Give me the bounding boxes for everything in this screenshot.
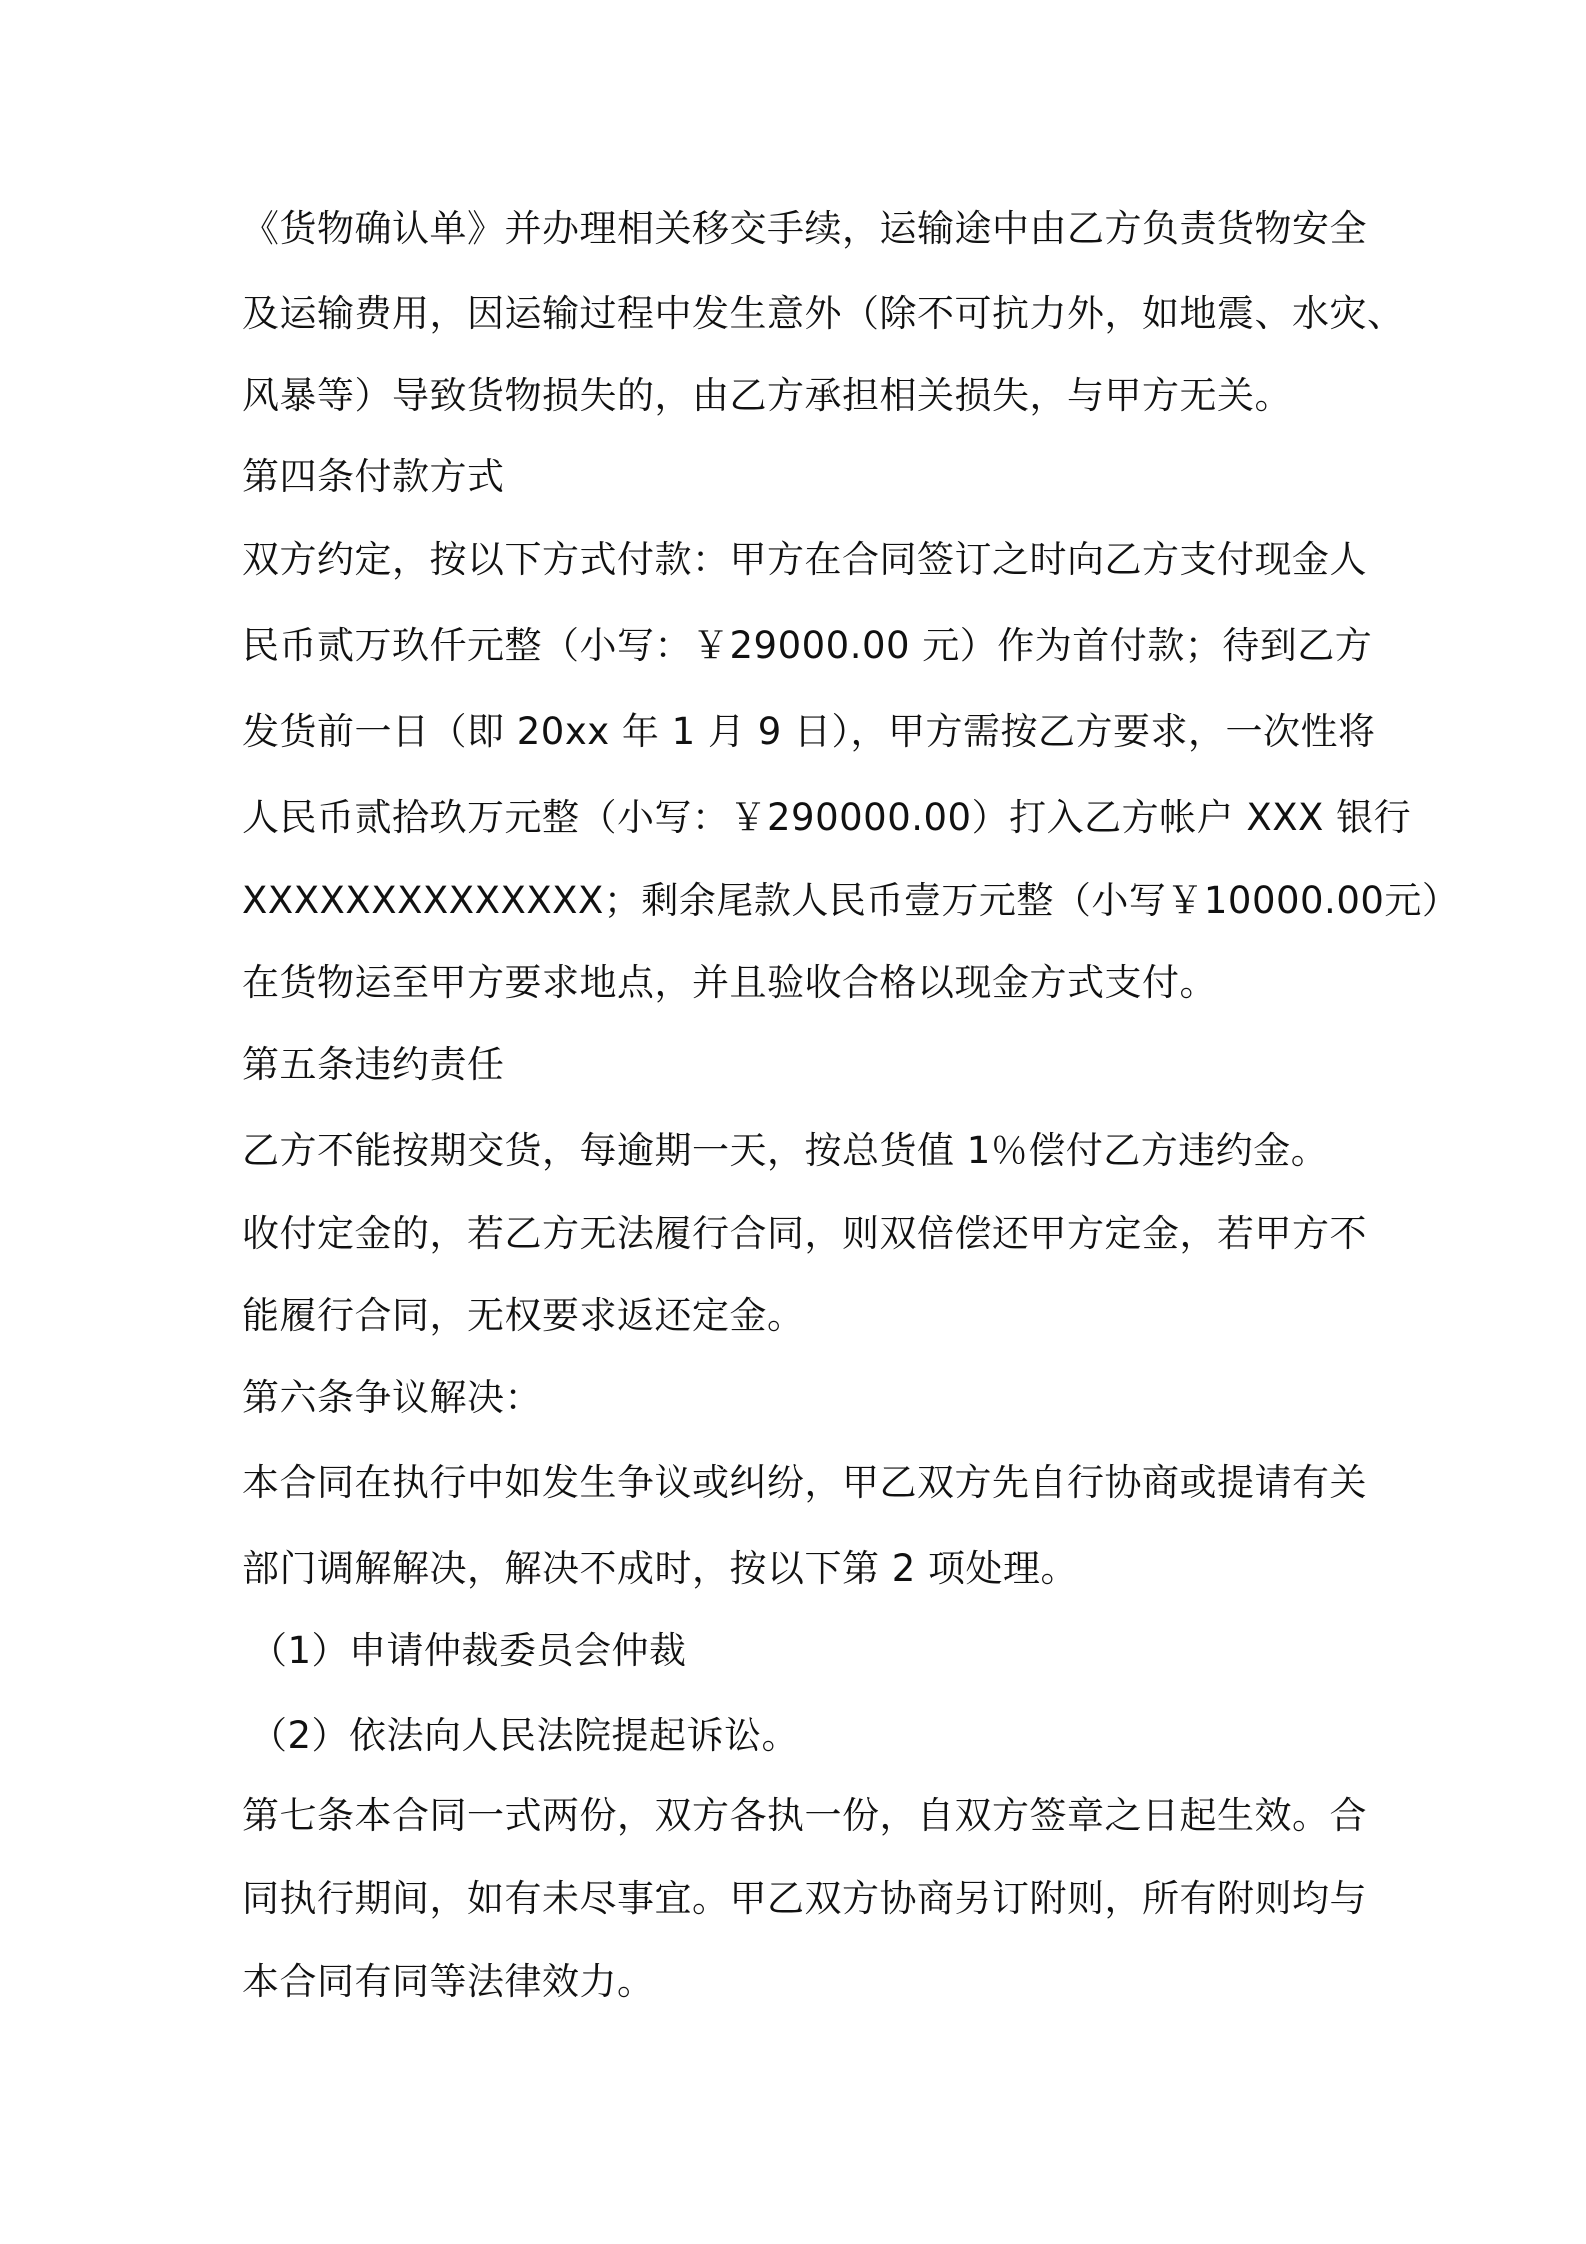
paragraph-line: 民币贰万玖仟元整（小写：￥29000.00 元）作为首付款；待到乙方 bbox=[242, 624, 1373, 667]
paragraph-line: 能履行合同，无权要求返还定金。 bbox=[242, 1294, 805, 1337]
paragraph-line: 人民币贰拾玖万元整（小写：￥290000.00）打入乙方帐户 XXX 银行 bbox=[242, 796, 1412, 839]
paragraph-line: 在货物运至甲方要求地点，并且验收合格以现金方式支付。 bbox=[242, 961, 1217, 1004]
paragraph-line: 本合同在执行中如发生争议或纠纷，甲乙双方先自行协商或提请有关 bbox=[242, 1461, 1367, 1504]
section-heading-4: 第四条付款方式 bbox=[242, 455, 505, 498]
paragraph-line: 《货物确认单》并办理相关移交手续，运输途中由乙方负责货物安全 bbox=[242, 207, 1367, 250]
paragraph-line: 收付定金的，若乙方无法履行合同，则双倍偿还甲方定金，若甲方不 bbox=[242, 1212, 1367, 1255]
section-heading-5: 第五条违约责任 bbox=[242, 1043, 505, 1086]
paragraph-line: 乙方不能按期交货，每逾期一天，按总货值 1％偿付乙方违约金。 bbox=[242, 1129, 1329, 1172]
paragraph-line: 同执行期间，如有未尽事宜。甲乙双方协商另订附则，所有附则均与 bbox=[242, 1877, 1367, 1920]
list-item: （2）依法向人民法院提起诉讼。 bbox=[250, 1714, 800, 1757]
paragraph-line: 双方约定，按以下方式付款：甲方在合同签订之时向乙方支付现金人 bbox=[242, 538, 1367, 581]
paragraph-line: 本合同有同等法律效力。 bbox=[242, 1960, 655, 2003]
section-heading-6: 第六条争议解决： bbox=[242, 1376, 542, 1419]
section-heading-7: 第七条本合同一式两份，双方各执一份，自双方签章之日起生效。合 bbox=[242, 1794, 1367, 1837]
paragraph-line: 及运输费用，因运输过程中发生意外（除不可抗力外，如地震、水灾、 bbox=[242, 292, 1405, 335]
list-item: （1）申请仲裁委员会仲裁 bbox=[250, 1629, 687, 1672]
paragraph-line: 部门调解解决，解决不成时，按以下第 2 项处理。 bbox=[242, 1547, 1079, 1590]
paragraph-line: 发货前一日（即 20xx 年 1 月 9 日），甲方需按乙方要求，一次性将 bbox=[242, 710, 1376, 753]
paragraph-line: XXXXXXXXXXXXXX；剩余尾款人民币壹万元整（小写￥10000.00元） bbox=[242, 879, 1460, 922]
paragraph-line: 风暴等）导致货物损失的，由乙方承担相关损失，与甲方无关。 bbox=[242, 374, 1292, 417]
